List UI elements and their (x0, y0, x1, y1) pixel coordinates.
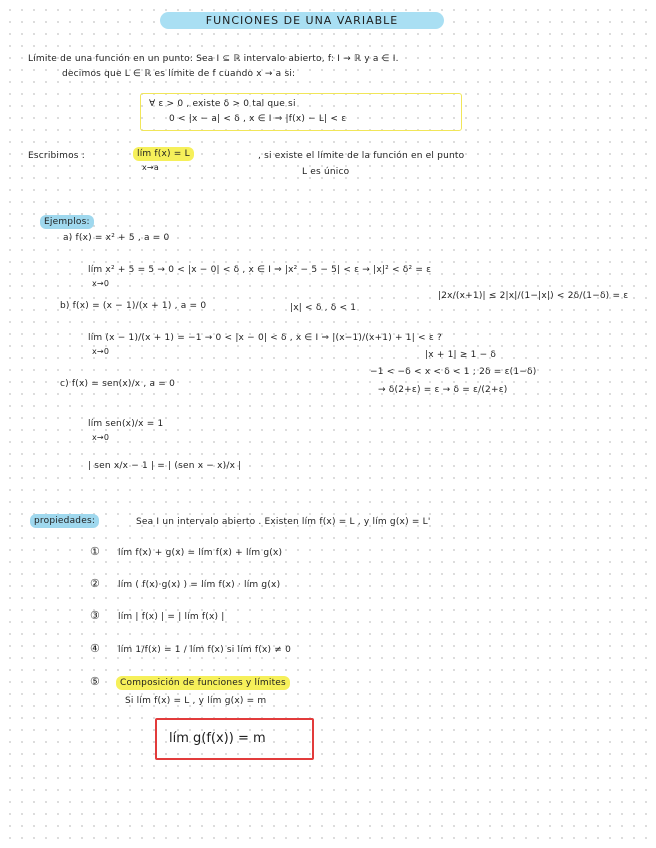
example-b-subscript: x→0 (92, 347, 110, 356)
property-4-number: ④ (90, 642, 101, 655)
property-3-number: ③ (90, 609, 101, 622)
notation-expression: lím f(x) = L (133, 147, 194, 161)
example-a-definition: a) f(x) = x² + 5 , a = 0 (63, 233, 170, 243)
example-b-definition: b) f(x) = (x − 1)/(x + 1) , a = 0 (60, 301, 207, 311)
examples-label: Ejemplos: (40, 215, 94, 229)
example-c-definition: c) f(x) = sen(x)/x , a = 0 (60, 379, 176, 389)
properties-intro: Sea I un intervalo abierto . Existen lím f(x) = L , y lím g(x) = L' (136, 517, 431, 527)
definition-line-2: decimos que L ∈ ℝ es límite de f cuando x → a si: (62, 69, 296, 79)
definition-box-line-1: ∀ ε > 0 , existe δ > 0 tal que si (149, 99, 296, 109)
properties-label: propiedades: (30, 514, 99, 528)
example-c-subscript: x→0 (92, 433, 110, 442)
property-2-text: lím ( f(x)·g(x) ) = lím f(x) · lím g(x) (118, 580, 281, 590)
property-5-number: ⑤ (90, 675, 101, 688)
notation-subscript: x→a (142, 163, 159, 172)
property-5-text: Composición de funciones y límites (116, 676, 290, 690)
example-a-subscript: x→0 (92, 279, 110, 288)
notation-label: Escribimos : (28, 151, 85, 161)
property-4-text: lím 1/f(x) = 1 / lím f(x) si lím f(x) ≠ 0 (118, 645, 292, 655)
notation-rest: , si existe el límite de la función en el punto (258, 151, 465, 161)
definition-box-line-2: 0 < |x − a| < δ , x ∈ I ⇒ |f(x) − L| < ε (169, 114, 347, 124)
example-b-note: |x| < δ , δ < 1 (290, 303, 357, 313)
example-c-limit: lím sen(x)/x = 1 (88, 419, 164, 429)
property-1-number: ① (90, 545, 101, 558)
example-b-condition: |x + 1| ≥ 1 − δ (425, 350, 497, 360)
composition-result-box (155, 718, 314, 760)
property-2-number: ② (90, 577, 101, 590)
property-3-text: lím | f(x) | = | lím f(x) | (118, 612, 225, 622)
example-b-calc-1: −1 < −δ < x < δ < 1 ; 2δ = ε(1−δ) (370, 367, 537, 377)
page-title: FUNCIONES DE UNA VARIABLE (160, 12, 444, 29)
example-b-limit: lím (x − 1)/(x + 1) = −1 → 0 < |x − 0| < δ , x ∈ I ⇒ |(x−1)/(x+1) + 1| < ε ? (88, 333, 442, 343)
example-b-side: |2x/(x+1)| ≤ 2|x|/(1−|x|) < 2δ/(1−δ) = ε (438, 291, 629, 301)
notation-unique: L es único (302, 167, 350, 177)
example-b-calc-2: → δ(2+ε) = ε → δ = ε/(2+ε) (378, 385, 508, 395)
example-c-absolute: | sen x/x − 1 | = | (sen x − x)/x | (88, 461, 242, 471)
definition-line-1: Límite de una función en un punto: Sea I ⊆ ℝ intervalo abierto, f: I → ℝ y a ∈ I. (28, 54, 399, 64)
definition-box (140, 93, 462, 131)
composition-line: Si lím f(x) = L , y lím g(x) = m (125, 696, 267, 706)
property-1-text: lím f(x) + g(x) = lím f(x) + lím g(x) (118, 548, 283, 558)
composition-result: lím g(f(x)) = m (169, 731, 266, 746)
example-a-limit: lím x² + 5 = 5 → 0 < |x − 0| < δ , x ∈ I ⇒ |x² − 5 − 5| < ε → |x|² < δ² = ε (88, 265, 432, 275)
